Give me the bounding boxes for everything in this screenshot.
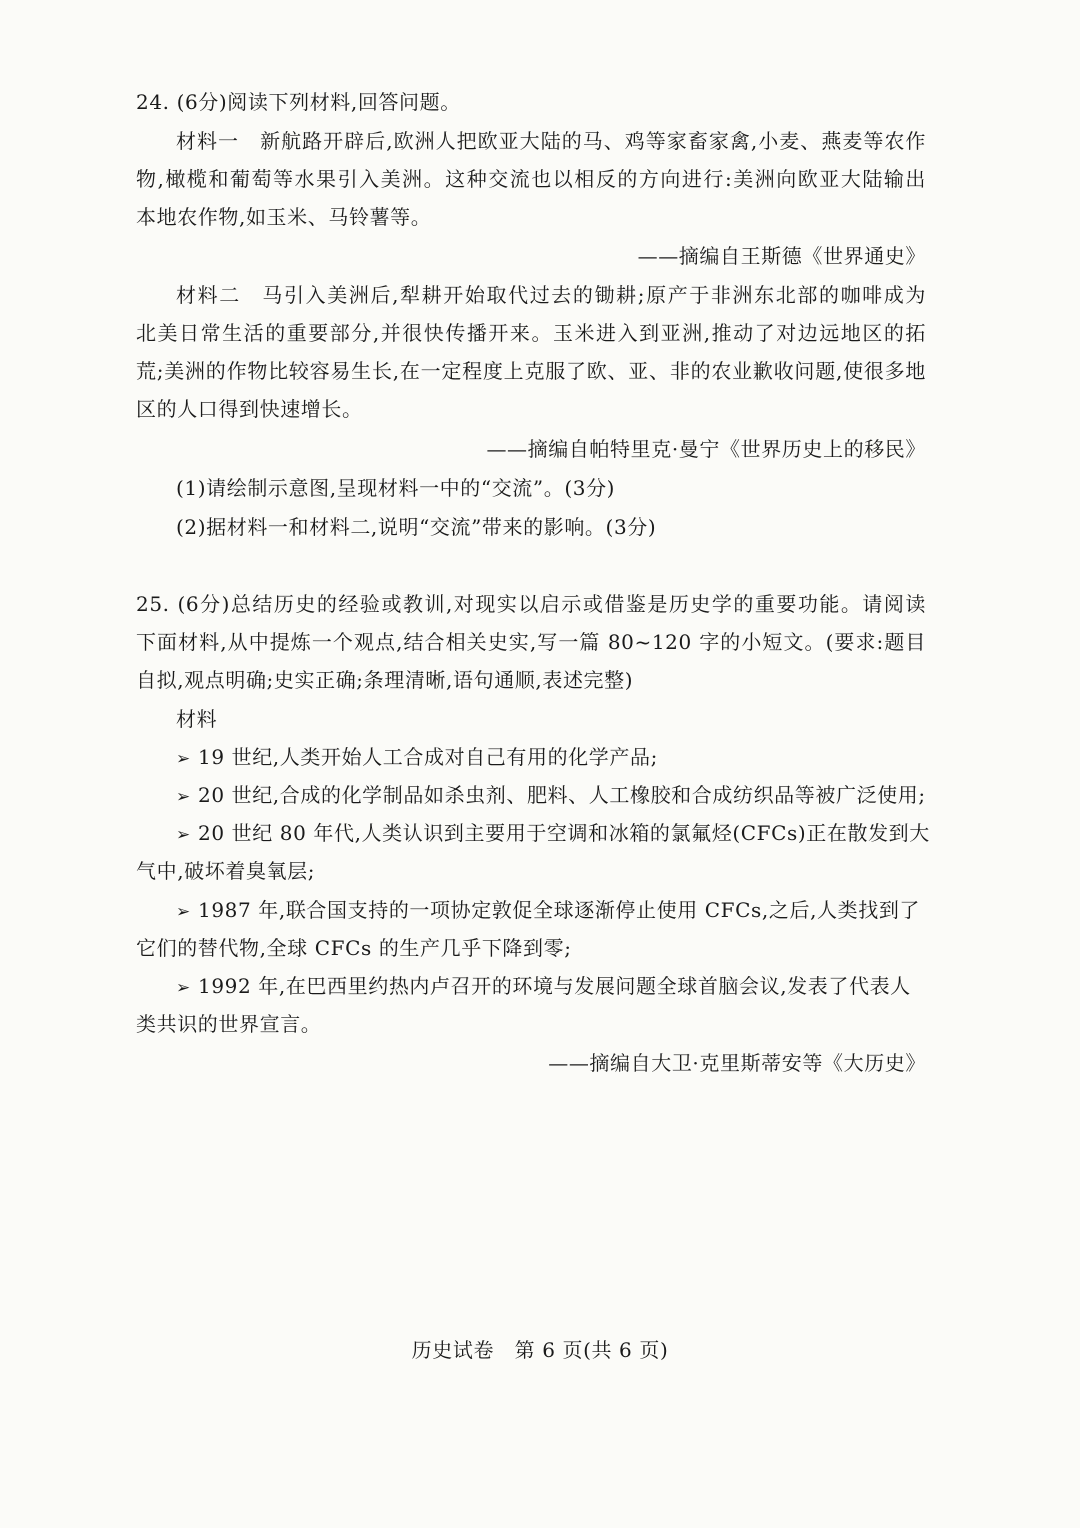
q24-subquestion-2: (2)据材料一和材料二,说明“交流”带来的影响。(3分) xyxy=(176,515,657,539)
q25-bullet-text: 20 世纪 80 年代,人类认识到主要用于空调和冰箱的氯氟烃(CFCs)正在散发到大 xyxy=(198,821,930,845)
q25-material-label: 材料 xyxy=(176,707,218,731)
q24-material1-line: 本地农作物,如玉米、马铃薯等。 xyxy=(136,205,432,229)
q25-bullet-continuation: 气中,破坏着臭氧层; xyxy=(136,859,316,883)
q24-material1-line: 物,橄榄和葡萄等水果引入美洲。这种交流也以相反的方向进行:美洲向欧亚大陆输出 xyxy=(136,167,926,191)
q24-material2-line: 北美日常生活的重要部分,并很快传播开来。玉米进入到亚洲,推动了对边远地区的拓 xyxy=(136,321,926,345)
q25-bullet xyxy=(176,896,920,926)
q25-bullet-text: 1987 年,联合国支持的一项协定敦促全球逐渐停止使用 CFCs,之后,人类找到了 xyxy=(198,898,921,922)
q25-bullet-continuation: 它们的替代物,全球 CFCs 的生产几乎下降到零; xyxy=(136,936,572,960)
arrow-bullet-icon: ➢ xyxy=(176,902,191,922)
arrow-bullet-icon: ➢ xyxy=(176,825,191,845)
q24-material2-line: 材料二 马引入美洲后,犁耕开始取代过去的锄耕;原产于非洲东北部的咖啡成为 xyxy=(176,283,926,307)
q25-header-line: 下面材料,从中提炼一个观点,结合相关史实,写一篇 80~120 字的小短文。(要求:题目 xyxy=(136,630,926,654)
q24-material2-line: 区的人口得到快速增长。 xyxy=(136,397,363,421)
page-footer: 历史试卷 第 6 页(共 6 页) xyxy=(411,1338,669,1362)
q24-material2-line: 荒;美洲的作物比较容易生长,在一定程度上克服了欧、亚、非的农业歉收问题,使很多地 xyxy=(136,359,926,383)
q24-material2-source: ——摘编自帕特里克·曼宁《世界历史上的移民》 xyxy=(486,437,926,461)
q25-bullet xyxy=(176,972,911,1002)
q24-subquestion-1: (1)请绘制示意图,呈现材料一中的“交流”。(3分) xyxy=(176,476,616,500)
q25-source: ——摘编自大卫·克里斯蒂安等《大历史》 xyxy=(548,1051,926,1075)
q25-header-line: 自拟,观点明确;史实正确;条理清晰,语句通顺,表述完整) xyxy=(136,668,634,692)
q24-material1-line: 材料一 新航路开辟后,欧洲人把欧亚大陆的马、鸡等家畜家禽,小麦、燕麦等农作 xyxy=(176,129,926,153)
q25-bullet xyxy=(176,743,658,773)
q25-bullet xyxy=(176,819,930,849)
q25-bullet-text: 20 世纪,合成的化学制品如杀虫剂、肥料、人工橡胶和合成纺织品等被广泛使用; xyxy=(198,783,926,807)
q24-material1-source: ——摘编自王斯德《世界通史》 xyxy=(637,244,926,268)
q25-header-line: 25. (6分)总结历史的经验或教训,对现实以启示或借鉴是历史学的重要功能。请阅读 xyxy=(136,592,926,616)
arrow-bullet-icon: ➢ xyxy=(176,978,191,998)
q25-bullet xyxy=(176,781,926,811)
q24-header: 24. (6分)阅读下列材料,回答问题。 xyxy=(136,90,461,114)
q25-bullet-text: 19 世纪,人类开始人工合成对自己有用的化学产品; xyxy=(198,745,658,769)
arrow-bullet-icon: ➢ xyxy=(176,749,191,769)
q25-bullet-continuation: 类共识的世界宣言。 xyxy=(136,1012,322,1036)
q25-bullet-text: 1992 年,在巴西里约热内卢召开的环境与发展问题全球首脑会议,发表了代表人 xyxy=(198,974,911,998)
arrow-bullet-icon: ➢ xyxy=(176,787,191,807)
